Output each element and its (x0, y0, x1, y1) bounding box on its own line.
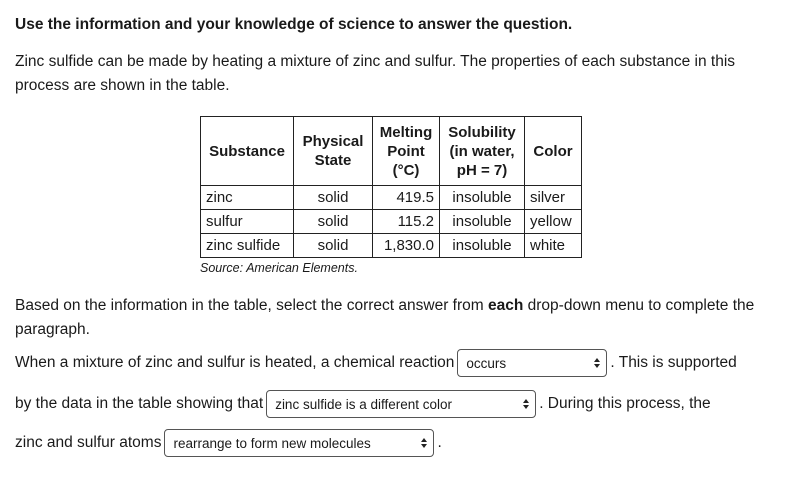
cell-color: yellow (525, 210, 582, 234)
cell-substance: sulfur (201, 210, 294, 234)
cell-solubility: insoluble (440, 234, 525, 258)
table-row (201, 186, 582, 210)
header-melt-line1: Melting (379, 123, 433, 141)
instruction-bold: each (488, 297, 524, 314)
header-sol-line1: Solubility (448, 123, 516, 141)
cell-melting: 419.5 (373, 186, 440, 210)
header-melt-line3: (°C) (392, 161, 420, 179)
header-solubility (440, 117, 525, 186)
cell-solubility: insoluble (440, 210, 525, 234)
instruction-after: drop-down menu to complete the paragraph. (15, 297, 755, 338)
table-header-row (201, 117, 582, 186)
cell-solubility: insoluble (440, 186, 525, 210)
reaction-dropdown-value: occurs (466, 355, 507, 371)
header-color: Color (525, 117, 582, 186)
sentence-line-3 (15, 429, 442, 457)
atoms-dropdown[interactable] (164, 429, 434, 457)
table-source: Source: American Elements. (200, 261, 358, 275)
instruction-before: Based on the information in the table, select the correct answer from (15, 297, 488, 314)
sentence2-before: by the data in the table showing that (15, 395, 264, 412)
cell-state: solid (294, 210, 373, 234)
header-substance: Substance (201, 117, 294, 186)
sentence1-after: . This is supported (610, 354, 737, 371)
cell-melting: 115.2 (373, 210, 440, 234)
header-state-line1: Physical (302, 133, 364, 150)
instruction-paragraph (15, 294, 775, 342)
sentence2-after: . During this process, the (539, 395, 711, 412)
header-physical-state (294, 117, 373, 186)
cell-color: silver (525, 186, 582, 210)
header-melt-line2: Point (387, 142, 425, 160)
table-row (201, 234, 582, 258)
question-heading: Use the information and your knowledge of science to answer the question. (15, 16, 573, 33)
header-sol-line2: (in water, (449, 142, 515, 160)
evidence-dropdown-value: zinc sulfide is a different color (275, 396, 453, 412)
select-arrows-icon (594, 358, 600, 368)
cell-color: white (525, 234, 582, 258)
select-arrows-icon (523, 399, 529, 409)
intro-paragraph: Zinc sulfide can be made by heating a mixture of zinc and sulfur. The properties of each substance in this process are shown in the table. (15, 53, 736, 94)
sentence1-before: When a mixture of zinc and sulfur is heated, a chemical reaction (15, 354, 455, 371)
table-row (201, 210, 582, 234)
cell-melting: 1,830.0 (373, 234, 440, 258)
cell-state: solid (294, 186, 373, 210)
sentence-line-2 (15, 390, 711, 418)
header-state-line2: State (314, 152, 352, 169)
atoms-dropdown-value: rearrange to form new molecules (173, 435, 371, 451)
evidence-dropdown[interactable] (266, 390, 536, 418)
cell-substance: zinc (201, 186, 294, 210)
sentence3-after: . (437, 434, 442, 451)
select-arrows-icon (421, 438, 427, 448)
cell-state: solid (294, 234, 373, 258)
cell-substance: zinc sulfide (201, 234, 294, 258)
properties-table (200, 116, 582, 258)
header-melting-point (373, 117, 440, 186)
reaction-dropdown[interactable] (457, 349, 607, 377)
sentence3-before: zinc and sulfur atoms (15, 434, 162, 451)
sentence-line-1 (15, 349, 737, 377)
header-sol-line3: pH = 7) (456, 161, 508, 179)
